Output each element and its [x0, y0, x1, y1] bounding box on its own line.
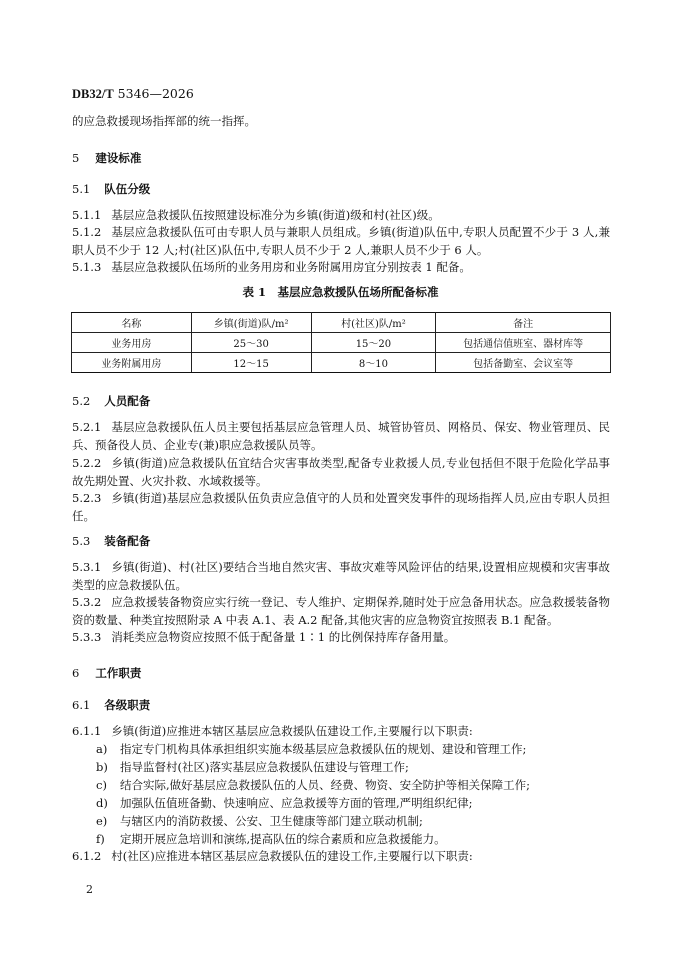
clause-5-1-3: 5.1.3 基层应急救援队伍场所的业务用房和业务附属用房宜分别按表 1 配备。 [72, 260, 471, 274]
list-item: a) 指定专门机构具体承担组织实施本级基层应急救援队伍的规划、建设和管理工作; [96, 742, 527, 756]
table-cell: 包括备勤室、会议室等 [436, 353, 611, 373]
section-5-3-heading: 5.3 装备配备 [72, 534, 151, 548]
section-5-heading: 5 建设标准 [72, 151, 142, 165]
clause-5-3-3: 5.3.3 消耗类应急物资应按照不低于配备量 1∶1 的比例保持库存备用量。 [72, 630, 456, 644]
continuation-text: 的应急救援现场指挥部的统一指挥。 [72, 114, 256, 128]
standard-prefix: DB32/T [72, 87, 114, 101]
table-row [72, 353, 611, 373]
table-1-caption: 表 1 基层应急救援队伍场所配备标准 [242, 285, 439, 299]
table-header-cell: 名称 [72, 313, 192, 333]
table-row [72, 333, 611, 353]
clause-5-2-1: 5.2.1 基层应急救援队伍人员主要包括基层应急管理人员、城管协管员、网格员、保安、物业管理员、民兵、预备役人员、企业专(兼)职应急救援队员等。 [72, 420, 610, 452]
table-cell: 业务附属用房 [72, 353, 192, 373]
table-header-row [72, 313, 611, 333]
table-cell: 15～20 [311, 333, 436, 353]
page-number: 2 [86, 883, 93, 896]
clause-5-1-1: 5.1.1 基层应急救援队伍按照建设标准分为乡镇(街道)级和村(社区)级。 [72, 208, 440, 222]
standard-header [72, 86, 194, 102]
list-item: c) 结合实际,做好基层应急救援队伍的人员、经费、物资、安全防护等相关保障工作; [96, 778, 531, 792]
section-5-1-heading: 5.1 队伍分级 [72, 182, 151, 196]
list-item: b) 指导监督村(社区)落实基层应急救援队伍建设与管理工作; [96, 760, 409, 774]
list-item: e) 与辖区内的消防救援、公安、卫生健康等部门建立联动机制; [96, 814, 423, 828]
clause-6-1-1: 6.1.1 乡镇(街道)应推进本辖区基层应急救援队伍建设工作,主要履行以下职责: [72, 724, 473, 738]
section-6-heading: 6 工作职责 [72, 666, 142, 680]
list-item: f) 定期开展应急培训和演练,提高队伍的综合素质和应急救援能力。 [96, 832, 446, 846]
clause-5-1-2: 5.1.2 基层应急救援队伍可由专职人员与兼职人员组成。乡镇(街道)队伍中,专职人员配置不少于 3 人,兼职人员不少于 12 人;村(社区)队伍中,专职人员不少于 2 人,兼职人员不少于 6 人。 [72, 225, 610, 257]
table-header-cell: 村(社区)队/m² [311, 313, 436, 333]
clause-5-2-2: 5.2.2 乡镇(街道)应急救援队伍宜结合灾害事故类型,配备专业救援人员,专业包括但不限于危险化学品事故先期处置、火灾扑救、水域救援等。 [72, 456, 610, 488]
standard-number: 5346—2026 [117, 86, 194, 101]
clause-5-2-3: 5.2.3 乡镇(街道)基层应急救援队伍负责应急值守的人员和处置突发事件的现场指挥人员,应由专职人员担任。 [72, 491, 610, 523]
table-header-cell: 备注 [436, 313, 611, 333]
table-1 [71, 312, 611, 373]
table-cell: 25～30 [191, 333, 311, 353]
table-header-cell: 乡镇(街道)队/m² [191, 313, 311, 333]
table-cell: 业务用房 [72, 333, 192, 353]
clause-5-3-1: 5.3.1 乡镇(街道)、村(社区)要结合当地自然灾害、事故灾难等风险评估的结果,设置相应规模和灾害事故类型的应急救援队伍。 [72, 560, 610, 592]
section-6-1-heading: 6.1 各级职责 [72, 698, 151, 712]
clause-6-1-2: 6.1.2 村(社区)应推进本辖区基层应急救援队伍的建设工作,主要履行以下职责: [72, 849, 473, 863]
table-cell: 8～10 [311, 353, 436, 373]
list-item: d) 加强队伍值班备勤、快速响应、应急救援等方面的管理,严明组织纪律; [96, 796, 473, 810]
clause-5-3-2: 5.3.2 应急救援装备物资应实行统一登记、专人维护、定期保养,随时处于应急备用状态。应急救援装备物资的数量、种类宜按照附录 A 中表 A.1、表 A.2 配备,其他灾害的应急物资宜按照表 B.1 配备。 [72, 595, 610, 627]
table-cell: 12～15 [191, 353, 311, 373]
table-cell: 包括通信值班室、器材库等 [436, 333, 611, 353]
section-5-2-heading: 5.2 人员配备 [72, 394, 151, 408]
